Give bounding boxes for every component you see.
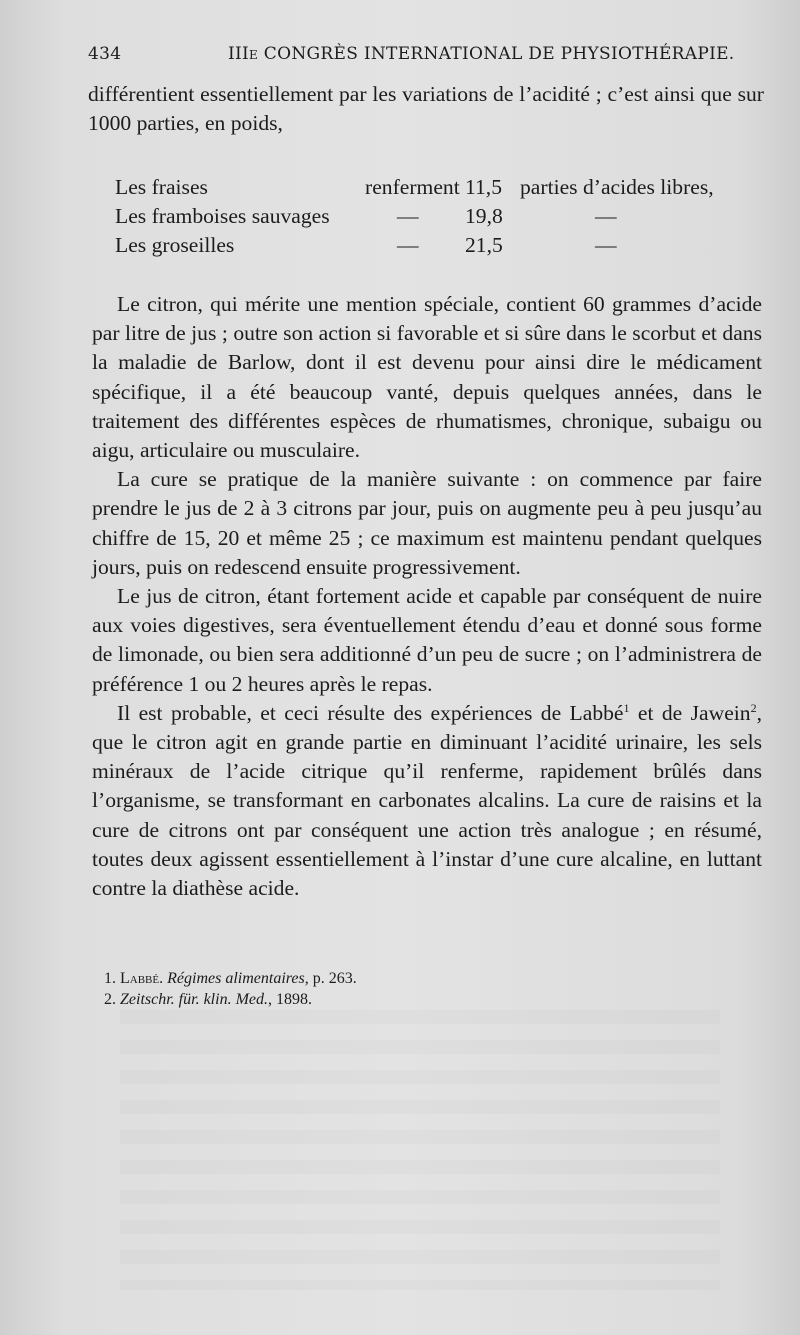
footnote bbox=[104, 989, 764, 1010]
verb: — bbox=[397, 233, 419, 257]
footnote-title: Régimes alimentaires bbox=[167, 970, 305, 987]
paragraph-cure: La cure se pratique de la manière suivante : on commence par faire prendre le jus de 2 à 3 citrons par jour, puis on augmente peu à peu jusqu’au chiffre de 15, 20 et même 25 ; ce maximum est maintenu pendant quelques jours, puis on redescend ensuite progressivement. bbox=[92, 467, 762, 579]
paragraph-probable bbox=[92, 699, 762, 903]
acid-value: 21,5 bbox=[465, 233, 503, 257]
running-title: IIIe CONGRÈS INTERNATIONAL DE PHYSIOTHÉRAPIE. bbox=[228, 44, 735, 64]
unit: — bbox=[595, 233, 617, 257]
footnote-rest: , 1898. bbox=[268, 991, 312, 1008]
page-number: 434 bbox=[88, 44, 122, 64]
paragraph-citron: Le citron, qui mérite une mention spéciale, contient 60 grammes d’acide par litre de jus ; outre son action si favorable et si sûre dans le scorbut et dans la maladie de Barlow, dont il est devenu pour ainsi dire le médicament spécifique, il a été beaucoup vanté, depuis quelques années, dans le traitement des différentes espèces de rhumatismes, chronique, subaigu ou aigu, articulaire ou musculaire. bbox=[92, 292, 762, 463]
verb: — bbox=[397, 204, 419, 228]
footnote-title: Zeitschr. für. klin. Med. bbox=[120, 991, 268, 1008]
acid-value: 11,5 bbox=[465, 175, 502, 199]
intro-block bbox=[88, 80, 764, 138]
footnote-number: 1. bbox=[104, 970, 116, 987]
fruit-name: Les framboises sauvages bbox=[115, 204, 330, 228]
text-segment: et de Jawein bbox=[629, 700, 751, 725]
acid-table bbox=[115, 175, 765, 265]
footnote-rest: , p. 263. bbox=[304, 970, 357, 987]
fruit-name: Les fraises bbox=[115, 175, 208, 199]
footnote-author: Labbé. bbox=[120, 970, 164, 987]
acid-value: 19,8 bbox=[465, 204, 503, 228]
fruit-name: Les groseilles bbox=[115, 233, 235, 257]
footnotes bbox=[104, 968, 764, 1010]
footnote-ref-1: 1 bbox=[623, 700, 630, 715]
main-text bbox=[92, 290, 762, 903]
paragraph-jus: Le jus de citron, étant fortement acide et capable par conséquent de nuire aux voies digestives, sera éventuellement étendu d’eau et donné sous forme de limonade, ou bien sera additionné d’un peu de sucre ; on l’administrera de préférence 1 ou 2 heures après le repas. bbox=[92, 584, 762, 696]
footnote-ref-2: 2 bbox=[750, 700, 757, 715]
unit: parties d’acides libres, bbox=[520, 175, 714, 199]
footnote-number: 2. bbox=[104, 991, 116, 1008]
text-segment: Il est probable, et ceci résulte des expériences de Labbé bbox=[117, 700, 624, 725]
text-segment: , que le citron agit en grande partie en diminuant l’acidité urinaire, les sels minéraux de l’acide citrique qu’il renferme, rapidement brûlés dans l’organisme, se transformant en carbonates alcalins. La cure de raisins et la cure de citrons ont par conséquent une action très analogue ; en résumé, toutes deux agissent essentiellement à l’instar d’une cure alcaline, en luttant contre la diathèse acide. bbox=[92, 700, 762, 901]
verb: renferment bbox=[365, 175, 460, 199]
unit: — bbox=[595, 204, 617, 228]
footnote bbox=[104, 968, 764, 989]
intro-paragraph: différentient essentiellement par les variations de l’acidité ; c’est ainsi que sur 1000 parties, en poids, bbox=[88, 82, 764, 136]
show-through-texture bbox=[120, 1010, 720, 1290]
